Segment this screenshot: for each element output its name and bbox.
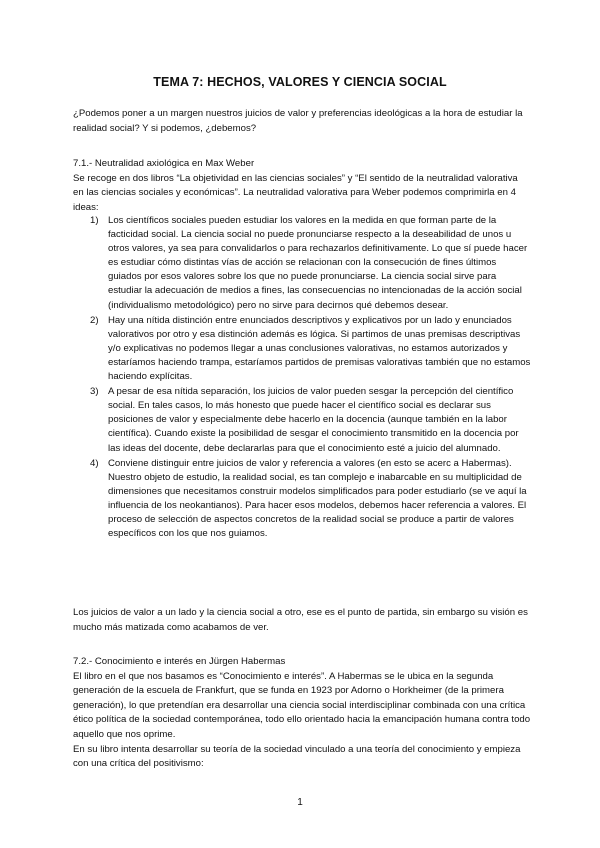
list-item xyxy=(73,314,531,384)
closing-text: Los juicios de valor a un lado y la ciencia social a otro, ese es el punto de partida, sin embargo su visión es mucho más matizada como acabamos de ver. xyxy=(73,607,528,633)
list-item xyxy=(73,457,531,542)
list-item-text: Hay una nítida distinción entre enunciados descriptivos y explicativos por un lado y enunciados valorativos por otro y esa distinción además es lógica. Si partimos de unas premisas descriptivas y/o explicativas no podemos llegar a unas conclusiones valorativas, no estamos autorizados y estaríamos haciendo trampa, estaríamos partidos de premisas valorativas también que no estamos haciendo explícitas. xyxy=(108,314,531,383)
list-item-text: A pesar de esa nítida separación, los juicios de valor pueden sesgar la percepción del científico social. En tales casos, lo más honesto que puede hacer el científico social es declarar sus posiciones de valor y especialmente debe hacerlo en la docencia (aunque también en la labor científica). Cuando existe la posibilidad de sesgar el conocimiento transmitido en la docencia por las ideas del docente, debe declararlas para que el conocimiento esté a juicio del alumnado. xyxy=(108,386,519,454)
list-item-number: 2) xyxy=(90,314,99,326)
intro-paragraph xyxy=(73,107,531,136)
closing-paragraph xyxy=(73,606,531,635)
section-habermas xyxy=(73,655,531,772)
section-weber xyxy=(73,157,531,215)
section-paragraph-weber: Se recoge en dos libros “La objetividad en las ciencias sociales” y “El sentido de la neutralidad valorativa en las ciencias sociales y económicas”. La neutralidad valorativa para Weber podemos comprimirla en 4 ideas: xyxy=(73,172,518,213)
list-item-number: 4) xyxy=(90,457,99,469)
page-title: TEMA 7: HECHOS, VALORES Y CIENCIA SOCIAL xyxy=(153,75,447,89)
list-item-text: Los científicos sociales pueden estudiar los valores en la medida en que forman parte de la facticidad social. La ciencia social no puede pronunciarse respecto a la deseabilidad de unos u otros valores, ya sea para convalidarlos o para rechazarlos definitivamente. Lo que sí puede hacer es estudiar cómo distintas vías de acción se relacionan con la consecución de fines últimos guiados por esos valores sobre los que no puede pronunciarse. La ciencia social sirve para estudiar la adecuación de medios a fines, las consecuencias no intencionadas de la acción social (individualismo metodológico) pero no sirve para decirnos qué debemos desear. xyxy=(108,215,528,311)
list-item xyxy=(73,214,531,313)
section-heading-weber: 7.1.- Neutralidad axiológica en Max Weber xyxy=(73,158,255,169)
section-heading-habermas: 7.2.- Conocimiento e interés en Jürgen Habermas xyxy=(73,656,286,667)
list-item-number: 3) xyxy=(90,386,99,398)
weber-ideas-list xyxy=(73,214,531,542)
page-number: 1 xyxy=(297,797,303,808)
list-item-text: Conviene distinguir entre juicios de valor y referencia a valores (en esto se acerc a Habermas). Nuestro objeto de estudio, la realidad social, es tan complejo e inabarcable en su multiplicidad de dimensiones que necesitamos construir modelos simplificados para poder estudiarlo (se ve aquí la influencia de los neokantianos). Para hacer esos modelos, debemos hacer referencia a valores. El proceso de selección de aspectos concretos de la realidad social se produce a partir de valores específicos con los que nos guiamos. xyxy=(108,457,527,540)
intro-text: ¿Podemos poner a un margen nuestros juicios de valor y preferencias ideológicas a la hora de estudiar la realidad social? Y si podemos, ¿debemos? xyxy=(73,108,523,134)
list-item-number: 1) xyxy=(90,215,99,226)
section-paragraph-habermas-1: El libro en el que nos basamos es “Conocimiento e interés”. A Habermas se le ubica en la segunda generación de la escuela de Frankfurt, que se funda en 1923 por Adorno o Horkheimer (de la primera generación), lo que pretendían era desarrollar una ciencia social interdisciplinar combinada con una crítica ético política de la sociedad contemporánea, todo ello orientado hacia la emancipación humana contra todo aquello que nos oprime. xyxy=(73,670,531,740)
list-item xyxy=(73,385,531,455)
section-paragraph-habermas-2: En su libro intenta desarrollar su teoría de la sociedad vinculado a una teoría del conocimiento y empieza con una crítica del positivismo: xyxy=(73,743,521,770)
